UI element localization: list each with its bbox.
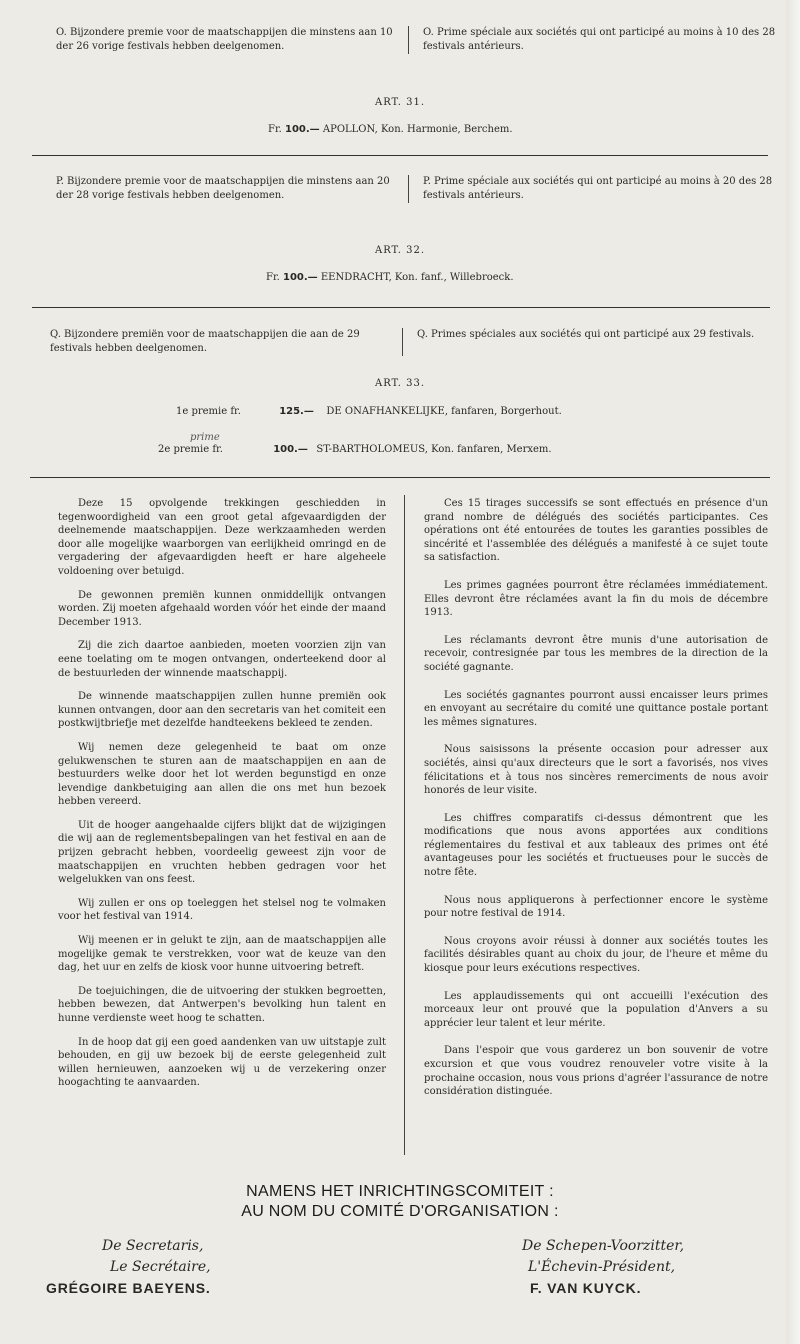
prize-amount: 125.— [279,406,314,417]
section-q [50,328,774,356]
prize-amount: 100.— [285,124,320,135]
paragraph: In de hoop dat gij een goed aandenken van uw uitstapje zult behouden, en gij uw bezoek bij de eerste gelegenheid zult willen hernieuwen, aanzoeken wij u de verzekering onzer hoogachting te aanvaarden. [58,1036,386,1089]
prize-currency: Fr. [266,272,280,283]
role-nl: De Secretaris, [102,1238,204,1254]
prize-row [176,406,562,417]
role-nl: De Schepen-Voorzitter, [522,1238,685,1254]
paragraph: Uit de hooger aangehaalde cijfers blijkt dat de wijzigingen die wij aan de reglementsbepalingen van het festival en aan de prijzen gebracht hebben, voordeelig geweest zijn voor de maatschappijen en vruchten hebben gedragen voor het welgelukken van ons feest. [58,819,386,886]
signatory-name: F. VAN KUYCK. [530,1280,642,1296]
prize-amount: 100.— [273,444,308,455]
body-dutch-column [58,497,386,1100]
section-o-nl: O. Bijzondere premie voor de maatschappijen die minstens aan 10 der 26 vorige festivals hebben deelgenomen. [56,26,409,54]
paragraph: Wij meenen er in gelukt te zijn, aan de maatschappijen alle mogelijke gemak te verstrekken, voor wat de keuze van den dag, het uur en zelfs de kiosk voor hunne uitvoering betreft. [58,935,386,974]
section-p [56,175,776,203]
section-q-nl: Q. Bijzondere premiën voor de maatschappijen die aan de 29 festivals hebben deelgenomen. [50,328,403,356]
prize-winner: APOLLON, Kon. Harmonie, Berchem. [322,124,513,135]
section-o-fr: O. Prime spéciale aux sociétés qui ont participé au moins à 10 des 28 festivals antérieurs. [423,27,776,52]
prize-winner: EENDRACHT, Kon. fanf., Willebroeck. [320,272,514,283]
article-33: ART. 33. [374,378,426,389]
section-o [56,26,776,54]
divider [32,155,768,156]
prize-winner: DE ONAFHANKELIJKE, fanfaren, Borgerhout. [326,406,562,417]
paragraph: Nous nous appliquerons à perfectionner encore le système pour notre festival de 1914. [424,894,768,920]
prize-currency: Fr. [268,124,282,135]
paragraph: Ces 15 tirages successifs se sont effectués en présence d'un grand nombre de délégués des sociétés participantes. Ces opérations ont été entourées de toutes les garanties possibles de sincérité et l'assemblée des délégués a manifesté à ce sujet toute sa satisfaction. [424,498,768,564]
paragraph: Les sociétés gagnantes pourront aussi encaisser leurs primes en envoyant au secrétaire du comité une quittance postale portant les mêmes signatures. [424,689,768,728]
paragraph: De gewonnen premiën kunnen onmiddellijk ontvangen worden. Zij moeten afgehaald worden vóór het einde der maand December 1913. [58,589,386,628]
divider [32,307,770,308]
paragraph: Dans l'espoir que vous garderez un bon souvenir de votre excursion et que vous voudrez renouveler votre visite à la prochaine occasion, nous vous prions d'agréer l'assurance de notre considération distinguée. [424,1045,768,1098]
section-p-fr: P. Prime spéciale aux sociétés qui ont participé au moins à 20 des 28 festivals antérieurs. [423,176,773,201]
signature-president [522,1236,684,1299]
column-divider [404,495,405,1155]
paragraph: Zij die zich daartoe aanbieden, moeten voorzien zijn van eene toelating om te mogen ontvangen, onderteekend door al de bestuurleden der winnende maatschappij. [58,640,386,679]
prize-amount: 100.— [283,272,318,283]
prize-rank: 1e premie fr. [176,406,241,417]
paragraph: De toejuichingen, die de uitvoering der stukken begroetten, hebben bewezen, dat Antwerpen's bevolking hun talent en hunne verdienste weet hoog te schatten. [58,985,386,1024]
prize-rank: 2e premie fr. [158,444,223,455]
committee-title-fr: AU NOM DU COMITÉ D'ORGANISATION : [241,1203,559,1220]
prize-row [158,444,552,455]
committee-title-nl: NAMENS HET INRICHTINGSCOMITEIT : [246,1183,554,1200]
role-fr: L'Échevin-Président, [528,1259,676,1275]
divider [30,477,770,478]
signature-secretary [46,1236,211,1299]
paragraph: Wij nemen deze gelegenheid te baat om onze gelukwenschen te sturen aan de maatschappijen en aan de bestuurders welke door het lot werden begunstigd en onze levendige dankbetuiging aan allen die ons met hun bezoek hebben vereerd. [58,741,386,808]
prize-winner: ST-BARTHOLOMEUS, Kon. fanfaren, Merxem. [316,444,552,455]
page-edge [786,0,800,1344]
paragraph: Wij zullen er ons op toeleggen het stelsel nog te volmaken voor het festival van 1914. [58,897,386,923]
prize-row [268,124,513,135]
role-fr: Le Secrétaire, [110,1259,211,1275]
article-31: ART. 31. [374,97,426,108]
paragraph: Nous croyons avoir réussi à donner aux sociétés toutes les facilités désirables quant au choix du jour, de l'heure et même du kiosque pour leurs exécutions respectives. [424,935,768,975]
prize-row [266,272,514,283]
signatory-name: GRÉGOIRE BAEYENS. [46,1280,211,1296]
handwritten-note: prime [190,432,220,443]
section-p-nl: P. Bijzondere premie voor de maatschappijen die minstens aan 20 der 28 vorige festivals hebben deelgenomen. [56,175,409,203]
paragraph: Deze 15 opvolgende trekkingen geschiedden in tegenwoordigheid van een groot getal afgevaardigden der deelnemende maatschappijen. Deze werkzaamheden werden door alle mogelijke waarborgen van eerlijkheid omringd en de vergadering der afgevaardigden heeft er hare algeheele voldoening over betuigd. [58,498,386,577]
paragraph: Les réclamants devront être munis d'une autorisation de recevoir, contresignée par tous les membres de la direction de la société gagnante. [424,634,768,673]
paragraph: De winnende maatschappijen zullen hunne premiën ook kunnen ontvangen, door aan den secretaris van het comiteit een postkwijtbriefje met dezelfde handteekens bekleed te zenden. [58,691,386,730]
paragraph: Les chiffres comparatifs ci-dessus démontrent que les modifications que nous avons apportées aux conditions réglementaires du festival et aux tableaux des primes ont été avantageuses pour les sociétés et fructueuses pour le succès de notre fête. [424,812,768,879]
paragraph: Les primes gagnées pourront être réclamées immédiatement. Elles devront être réclamées avant la fin du mois de décembre 1913. [424,579,768,619]
section-q-fr: Q. Primes spéciales aux sociétés qui ont participé aux 29 festivals. [417,329,755,340]
article-32: ART. 32. [374,245,426,256]
body-french-column [424,497,768,1113]
paragraph: Nous saisissons la présente occasion pour adresser aux sociétés, ainsi qu'aux directeurs que le sort a favorisés, nos vives félicitations et à tous nos sincères remerciments de nous avoir honorés de leur visite. [424,744,768,797]
paragraph: Les applaudissements qui ont accueilli l'exécution des morceaux leur ont prouvé que la population d'Anvers a su apprécier leur talent et leur mérite. [424,990,768,1029]
